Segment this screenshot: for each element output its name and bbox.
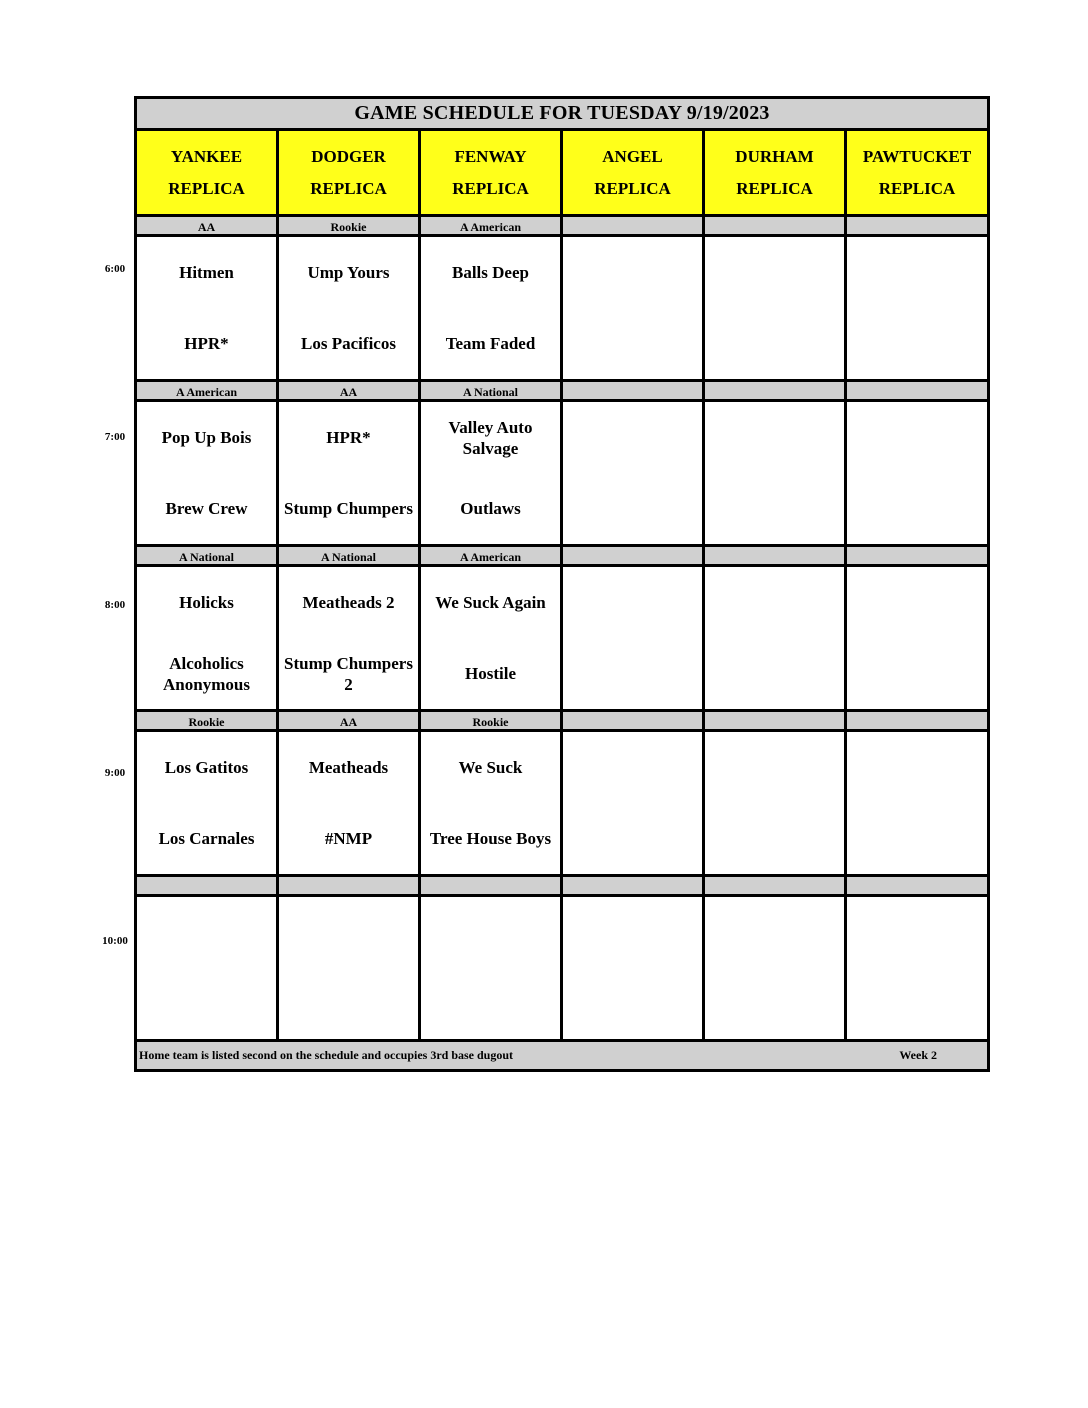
home-team (421, 968, 560, 1039)
field-header-yankee (137, 131, 279, 217)
game-cell (705, 402, 847, 547)
field-type: REPLICA (452, 178, 529, 198)
game-cell (137, 732, 279, 877)
home-team: Outlaws (460, 499, 521, 518)
game-row (137, 402, 987, 547)
game-cell (137, 567, 279, 712)
division-label (563, 877, 705, 897)
away-team (847, 567, 987, 638)
division-label (705, 382, 847, 402)
game-cell (705, 897, 847, 1042)
field-name: ANGEL (602, 146, 663, 166)
division-label (847, 547, 987, 567)
game-cell (279, 237, 421, 382)
game-cell (137, 897, 279, 1042)
footer-bar (137, 1042, 987, 1069)
game-row (137, 237, 987, 382)
division-label (421, 877, 563, 897)
home-team: Los Carnales (158, 829, 255, 848)
field-type: REPLICA (310, 178, 387, 198)
away-team (705, 897, 844, 968)
away-team (421, 897, 560, 968)
away-team (847, 402, 987, 473)
game-cell (847, 897, 987, 1042)
game-cell (279, 402, 421, 547)
game-row (137, 897, 987, 1042)
game-cell (421, 897, 563, 1042)
division-row (137, 877, 987, 897)
game-cell (705, 237, 847, 382)
away-team (705, 402, 844, 473)
home-team (847, 968, 987, 1039)
division-label (847, 712, 987, 732)
division-label: A National (137, 547, 279, 567)
week-label: Week 2 (899, 1048, 937, 1062)
division-label (705, 217, 847, 237)
division-label (279, 877, 421, 897)
field-name: DODGER (311, 146, 386, 166)
division-label: A American (137, 382, 279, 402)
away-team (705, 567, 844, 638)
division-label (563, 712, 705, 732)
home-team (563, 638, 702, 709)
home-team: Team Faded (445, 334, 536, 353)
away-team: Pop Up Bois (161, 428, 252, 447)
schedule-table (134, 96, 990, 1072)
game-cell (279, 567, 421, 712)
away-team: We Suck (458, 758, 523, 777)
away-team (847, 732, 987, 803)
game-cell (847, 732, 987, 877)
division-label: A National (279, 547, 421, 567)
game-cell (421, 567, 563, 712)
game-cell (421, 402, 563, 547)
game-cell (847, 567, 987, 712)
game-cell (421, 732, 563, 877)
home-team: HPR* (184, 334, 229, 353)
division-label: Rookie (421, 712, 563, 732)
home-team: Brew Crew (165, 499, 248, 518)
home-team: Tree House Boys (429, 829, 552, 848)
field-type: REPLICA (878, 178, 956, 198)
time-label: 8:00 (104, 599, 126, 611)
away-team: Balls Deep (452, 263, 529, 282)
game-cell (137, 402, 279, 547)
home-team (279, 968, 418, 1039)
home-team (705, 803, 844, 874)
division-label: AA (279, 382, 421, 402)
division-row (137, 382, 987, 402)
division-label (847, 877, 987, 897)
division-label: A National (421, 382, 563, 402)
home-team (847, 308, 987, 379)
home-team (137, 968, 276, 1039)
division-label: Rookie (137, 712, 279, 732)
division-label (563, 547, 705, 567)
field-type: REPLICA (168, 178, 245, 198)
away-team (563, 732, 702, 803)
away-team (563, 237, 702, 308)
away-team (563, 402, 702, 473)
away-team (137, 897, 276, 968)
home-team: #NMP (324, 829, 373, 848)
home-team (705, 968, 844, 1039)
game-cell (279, 897, 421, 1042)
home-team (563, 968, 702, 1039)
away-team: Holicks (179, 593, 234, 612)
home-team (847, 638, 987, 709)
division-label (563, 217, 705, 237)
field-name: DURHAM (735, 146, 814, 166)
game-cell (563, 402, 705, 547)
footer-note: Home team is listed second on the schedule and occupies 3rd base dugout (139, 1048, 514, 1062)
home-team: Los Pacificos (301, 334, 396, 353)
field-header-angel (563, 131, 705, 217)
division-row (137, 547, 987, 567)
field-name: FENWAY (454, 146, 527, 166)
field-header-pawtucket (847, 131, 987, 217)
game-cell (847, 402, 987, 547)
away-team: Hitmen (179, 263, 234, 282)
away-team: Ump Yours (307, 263, 390, 282)
home-team: Stump Chumpers (284, 499, 413, 518)
home-team (563, 473, 702, 544)
division-label: A American (421, 547, 563, 567)
game-cell (563, 732, 705, 877)
game-cell (705, 567, 847, 712)
away-team: We Suck Again (435, 593, 546, 612)
home-team: Stump Chumpers 2 (284, 653, 413, 694)
away-team (563, 897, 702, 968)
division-label: AA (279, 712, 421, 732)
away-team (705, 732, 844, 803)
division-label (847, 217, 987, 237)
game-cell (137, 237, 279, 382)
game-row (137, 732, 987, 877)
home-team: Alcoholics Anonymous (163, 653, 250, 694)
away-team: Los Gatitos (164, 758, 249, 777)
game-cell (563, 897, 705, 1042)
division-label: Rookie (279, 217, 421, 237)
field-type: REPLICA (736, 178, 813, 198)
division-row (137, 712, 987, 732)
home-team (705, 638, 844, 709)
game-cell (847, 237, 987, 382)
game-row (137, 567, 987, 712)
home-team (847, 473, 987, 544)
game-cell (279, 732, 421, 877)
time-slots (137, 217, 987, 1042)
division-row (137, 217, 987, 237)
division-label (847, 382, 987, 402)
field-header-row (137, 131, 987, 217)
schedule-title: GAME SCHEDULE FOR TUESDAY 9/19/2023 (137, 99, 987, 131)
time-label: 6:00 (104, 263, 126, 275)
away-team: Meatheads (308, 758, 389, 777)
division-label (137, 877, 279, 897)
field-type: REPLICA (594, 178, 671, 198)
division-label: AA (137, 217, 279, 237)
home-team (705, 473, 844, 544)
home-team (563, 803, 702, 874)
home-team (705, 308, 844, 379)
division-label (705, 877, 847, 897)
away-team: HPR* (326, 428, 371, 447)
away-team (705, 237, 844, 308)
away-team: Valley Auto Salvage (448, 417, 533, 458)
game-cell (563, 567, 705, 712)
game-cell (563, 237, 705, 382)
field-name: PAWTUCKET (862, 146, 972, 166)
division-label (705, 712, 847, 732)
field-header-fenway (421, 131, 563, 217)
game-cell (705, 732, 847, 877)
division-label (563, 382, 705, 402)
time-label: 7:00 (104, 431, 126, 443)
game-cell (421, 237, 563, 382)
field-header-dodger (279, 131, 421, 217)
away-team (847, 237, 987, 308)
home-team: Hostile (465, 664, 516, 683)
away-team (279, 897, 418, 968)
time-label: 10:00 (102, 935, 128, 947)
time-label: 9:00 (104, 767, 126, 779)
division-label (705, 547, 847, 567)
field-name: YANKEE (170, 146, 243, 166)
field-header-durham (705, 131, 847, 217)
division-label: A American (421, 217, 563, 237)
home-team (563, 308, 702, 379)
away-team (847, 897, 987, 968)
away-team (563, 567, 702, 638)
home-team (847, 803, 987, 874)
away-team: Meatheads 2 (302, 593, 395, 612)
